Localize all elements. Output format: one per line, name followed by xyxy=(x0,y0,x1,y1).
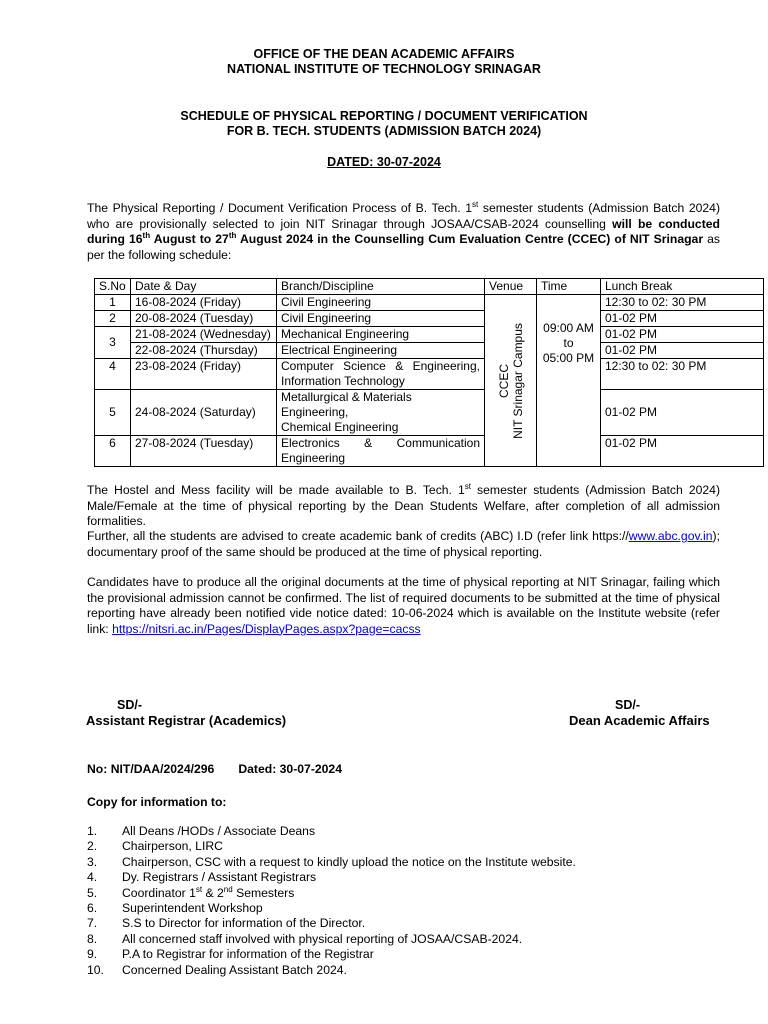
list-number: 9. xyxy=(87,947,98,962)
col-sno: S.No xyxy=(95,279,131,295)
cell-branch: Mechanical Engineering xyxy=(277,327,485,343)
list-number: 5. xyxy=(87,885,98,900)
abc-text-1: Further, all the students are advised to create academic bank of credits (ABC) I.D (refer link https:// xyxy=(87,529,629,543)
table-row xyxy=(95,359,764,390)
cell-sno: 4 xyxy=(95,359,131,390)
list-text: All Deans /HODs / Associate Deans xyxy=(122,824,316,838)
list-item xyxy=(87,886,576,901)
list-number: 6. xyxy=(87,901,98,916)
cell-date: 27-08-2024 (Tuesday) xyxy=(131,436,277,467)
abc-paragraph xyxy=(87,529,720,560)
time-line1: 09:00 AM xyxy=(543,320,594,335)
list-text: P.A to Registrar for information of the Registrar xyxy=(122,947,374,962)
hostel-sup: st xyxy=(464,481,471,491)
list-number: 8. xyxy=(87,931,98,946)
reference-line xyxy=(87,762,342,776)
intro-bold-sup-2: th xyxy=(228,230,237,240)
intro-bold-1: will be conducted during 16 xyxy=(87,216,720,246)
list-item xyxy=(87,855,576,870)
list-text: Chairperson, LIRC xyxy=(122,839,223,854)
cell-sno: 3 xyxy=(95,327,131,359)
cell-sno: 6 xyxy=(95,436,131,467)
cell-branch xyxy=(277,359,485,390)
branch-line2: Information Technology xyxy=(281,374,405,388)
schedule-table xyxy=(94,278,764,467)
col-venue: Venue xyxy=(485,279,537,295)
signatory-left: Assistant Registrar (Academics) xyxy=(86,713,287,728)
cell-branch xyxy=(277,390,485,436)
cell-date: 23-08-2024 (Friday) xyxy=(131,359,277,390)
list-text-part: Coordinator 1 xyxy=(122,885,196,900)
list-text: All concerned staff involved with physical reporting of JOSAA/CSAB-2024. xyxy=(122,931,523,946)
sd-left: SD/- xyxy=(117,698,142,712)
time-line3: 05:00 PM xyxy=(542,350,595,365)
venue-line2: NIT Srinagar Campus xyxy=(510,322,525,439)
cell-date: 22-08-2024 (Thursday) xyxy=(131,343,277,359)
list-item xyxy=(87,901,576,916)
hostel-text-1: The Hostel and Mess facility will be made available to B. Tech. 1 xyxy=(87,483,465,497)
list-text-part: & 2 xyxy=(202,885,224,900)
list-text: Chairperson, CSC with a request to kindly upload the notice on the Institute website. xyxy=(122,854,576,869)
list-number: 7. xyxy=(87,916,98,931)
list-number: 3. xyxy=(87,854,98,869)
intro-bold-2: August to 27 xyxy=(150,232,229,246)
branch-line1: Computer Science & Engineering, xyxy=(281,359,480,373)
table-row xyxy=(95,311,764,327)
col-date: Date & Day xyxy=(131,279,277,295)
abc-text-2: ); documentary proof of the same should be produced at the time of physical reporting. xyxy=(87,529,720,559)
cell-branch: Civil Engineering xyxy=(277,311,485,327)
list-text: S.S to Director for information of the Director. xyxy=(122,916,366,931)
office-heading: OFFICE OF THE DEAN ACADEMIC AFFAIRS xyxy=(253,47,515,61)
cell-sno: 2 xyxy=(95,311,131,327)
list-text xyxy=(122,886,294,901)
list-text: Concerned Dealing Assistant Batch 2024. xyxy=(122,962,347,977)
intro-bold-3: August 2024 in the Counselling Cum Evaluation Centre (CCEC) of NIT Srinagar xyxy=(236,232,704,246)
intro-text-3: as per the following schedule: xyxy=(87,232,721,262)
cell-lunch: 01-02 PM xyxy=(601,327,764,343)
list-number: 10. xyxy=(87,962,104,977)
list-item xyxy=(87,963,576,978)
list-item xyxy=(87,916,576,931)
list-sup: st xyxy=(195,884,203,894)
intro-text-2: semester students (Admission Batch 2024) who are provisionally selected to join NIT Srinagar through JOSAA/CSAB-2024 counselling xyxy=(87,201,720,231)
cell-lunch: 12:30 to 02: 30 PM xyxy=(601,359,764,390)
cell-sno: 1 xyxy=(95,295,131,311)
intro-bold-sup-1: th xyxy=(142,230,151,240)
list-item xyxy=(87,932,576,947)
table-row xyxy=(95,436,764,467)
candidates-text: Candidates have to produce all the original documents at the time of physical reporting at NIT Srinagar, failing which the provisional admission cannot be confirmed. The list of required documents to be submitted at the time of physical reporting have already been notified vide notice dated: 10-06-2024 which is available on the Institute website (refer link: xyxy=(87,575,720,636)
list-text: Dy. Registrars / Assistant Registrars xyxy=(122,870,317,885)
copy-heading: Copy for information to: xyxy=(87,795,227,809)
cell-lunch: 12:30 to 02: 30 PM xyxy=(601,295,764,311)
hostel-paragraph xyxy=(87,483,720,530)
schedule-title-line2: FOR B. TECH. STUDENTS (ADMISSION BATCH 2024) xyxy=(226,124,542,138)
col-branch: Branch/Discipline xyxy=(277,279,485,295)
table-row xyxy=(95,343,764,359)
cell-venue xyxy=(485,295,537,467)
venue-line1: CCEC xyxy=(496,363,511,398)
table-row xyxy=(95,390,764,436)
list-text: Superintendent Workshop xyxy=(122,901,263,916)
candidates-paragraph xyxy=(87,575,720,637)
cell-branch: Civil Engineering xyxy=(277,295,485,311)
time-line2: to xyxy=(563,335,574,350)
reference-number: No: NIT/DAA/2024/296 xyxy=(87,762,215,776)
cell-lunch: 01-02 PM xyxy=(601,311,764,327)
list-sup: nd xyxy=(223,884,233,894)
cell-branch: Electrical Engineering xyxy=(277,343,485,359)
reference-date: Dated: 30-07-2024 xyxy=(238,762,342,776)
list-number: 2. xyxy=(87,839,98,854)
table-row xyxy=(95,295,764,311)
intro-text-1: The Physical Reporting / Document Verification Process of B. Tech. 1 xyxy=(87,201,473,215)
hostel-text-2: semester students (Admission Batch 2024) Male/Female at the time of physical reporting by the Dean Students Welfare, after completion of all admission formalities. xyxy=(87,483,720,528)
branch-line2: Chemical Engineering xyxy=(281,420,399,434)
schedule-title-line1: SCHEDULE OF PHYSICAL REPORTING / DOCUMENT VERIFICATION xyxy=(180,109,588,123)
branch-line1: Electronics & Communication xyxy=(281,436,480,450)
branch-line1: Metallurgical & Materials Engineering, xyxy=(281,390,412,419)
list-text-part: Semesters xyxy=(232,885,295,900)
cell-lunch: 01-02 PM xyxy=(601,390,764,436)
cell-time xyxy=(537,295,601,467)
copy-list xyxy=(87,824,576,978)
signatory-right: Dean Academic Affairs xyxy=(569,713,710,728)
list-item xyxy=(87,824,576,839)
branch-line2: Engineering xyxy=(281,451,346,465)
table-header-row xyxy=(95,279,764,295)
sd-right: SD/- xyxy=(615,698,640,712)
list-number: 1. xyxy=(87,824,98,838)
institute-link[interactable]: https://nitsri.ac.in/Pages/DisplayPages.aspx?page=cacss xyxy=(112,621,421,636)
cell-sno: 5 xyxy=(95,390,131,436)
cell-date: 21-08-2024 (Wednesday) xyxy=(131,327,277,343)
cell-date: 20-08-2024 (Tuesday) xyxy=(131,311,277,327)
list-item xyxy=(87,870,576,885)
col-lunch: Lunch Break xyxy=(601,279,764,295)
institute-heading: NATIONAL INSTITUTE OF TECHNOLOGY SRINAGAR xyxy=(227,62,541,76)
col-time: Time xyxy=(537,279,601,295)
dated-heading: DATED: 30-07-2024 xyxy=(327,155,441,169)
intro-sup-1: st xyxy=(472,199,479,209)
cell-branch xyxy=(277,436,485,467)
cell-date: 24-08-2024 (Saturday) xyxy=(131,390,277,436)
list-item xyxy=(87,839,576,854)
abc-link[interactable]: www.abc.gov.in xyxy=(628,529,713,543)
cell-date: 16-08-2024 (Friday) xyxy=(131,295,277,311)
cell-lunch: 01-02 PM xyxy=(601,436,764,467)
table-row xyxy=(95,327,764,343)
intro-paragraph xyxy=(87,201,720,263)
cell-lunch: 01-02 PM xyxy=(601,343,764,359)
list-number: 4. xyxy=(87,870,98,885)
list-item xyxy=(87,947,576,962)
